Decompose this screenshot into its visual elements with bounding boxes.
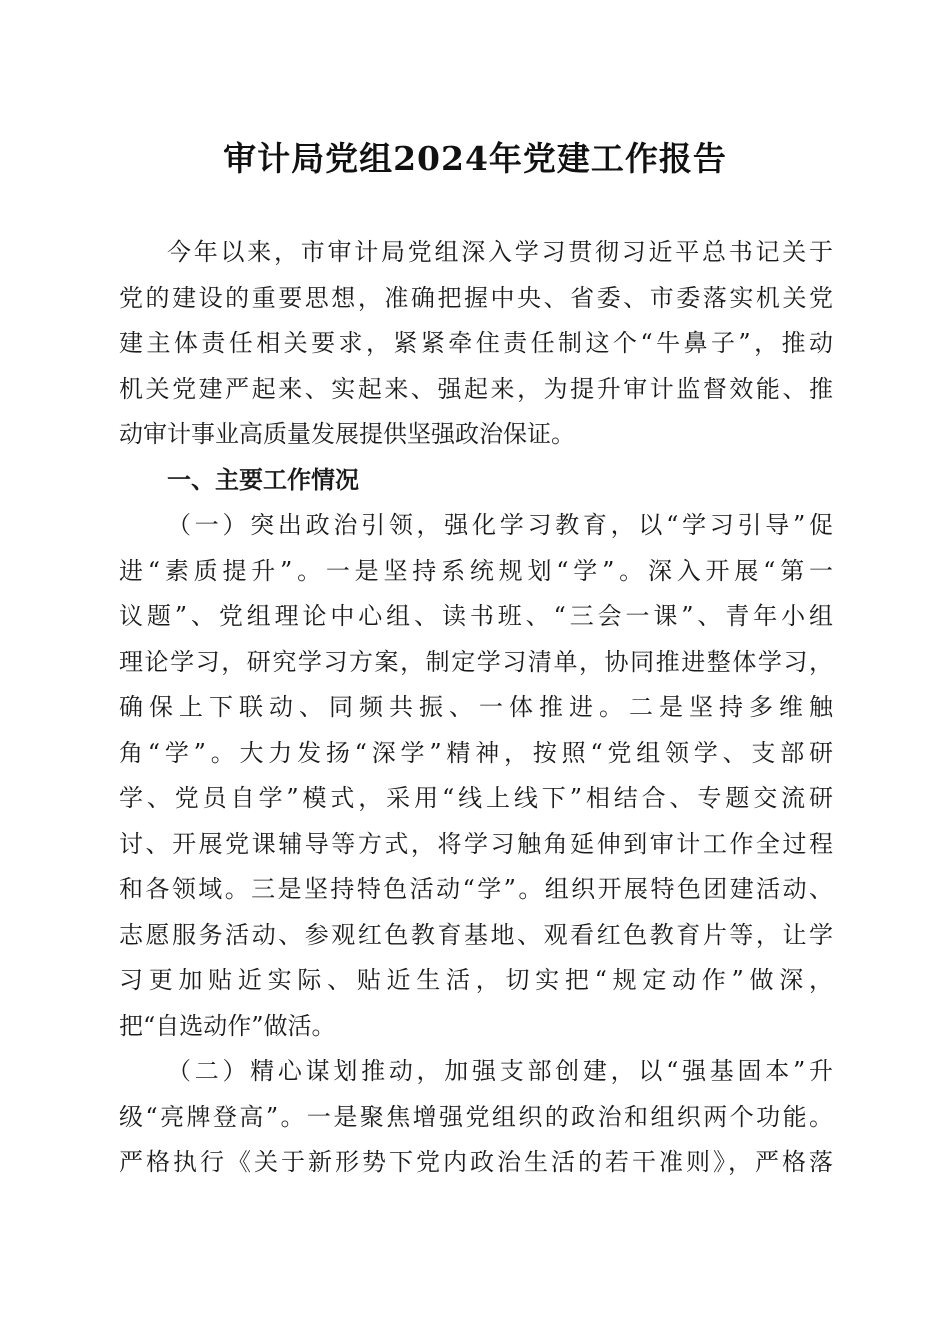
text-line: （二）精心谋划推动，加强支部创建，以“强基固本”升 (167, 1057, 833, 1085)
text-line: 建主体责任相关要求，紧紧牵住责任制这个“牛鼻子”，推动 (119, 329, 833, 357)
text-line: 级“亮牌登高”。一是聚焦增强党组织的政治和组织两个功能。 (119, 1102, 833, 1131)
document-title: 审计局党组2024年党建工作报告 (223, 139, 727, 178)
text-line: 志愿服务活动、参观红色教育基地、观看红色教育片等，让学 (119, 920, 833, 949)
text-line: 议题”、党组理论中心组、读书班、“三会一课”、青年小组 (119, 602, 833, 630)
paragraph-2 (119, 1049, 833, 1186)
text-line: 党的建设的重要思想，准确把握中央、省委、市委落实机关党 (119, 283, 833, 312)
text-line: 动审计事业高质量发展提供坚强政治保证。 (119, 420, 575, 448)
text-line: 确保上下联动、同频共振、一体推进。二是坚持多维触 (119, 693, 833, 721)
section-1-heading: 一、主要工作情况 (167, 465, 359, 494)
text-line: 角“学”。大力发扬“深学”精神，按照“党组领学、支部研 (119, 738, 833, 767)
text-line: 学、党员自学”模式，采用“线上线下”相结合、专题交流研 (119, 784, 833, 812)
section-heading (119, 458, 833, 504)
text-line: 今年以来，市审计局党组深入学习贯彻习近平总书记关于 (167, 238, 833, 266)
paragraph-1 (119, 503, 833, 1049)
text-line: 讨、开展党课辅导等方式，将学习触角延伸到审计工作全过程 (119, 829, 833, 858)
text-line: 把“自选动作”做活。 (119, 1011, 336, 1040)
text-line: 和各领域。三是坚持特色活动“学”。组织开展特色团建活动、 (119, 875, 833, 903)
text-line: 习更加贴近实际、贴近生活，切实把“规定动作”做深， (119, 966, 833, 994)
text-line: 机关党建严起来、实起来、强起来，为提升审计监督效能、推 (119, 374, 833, 403)
intro-paragraph (119, 230, 833, 458)
text-line: 进“素质提升”。一是坚持系统规划“学”。深入开展“第一 (119, 556, 833, 585)
text-line: 理论学习，研究学习方案，制定学习清单，协同推进整体学习， (119, 647, 833, 676)
text-line: 严格执行《关于新形势下党内政治生活的若干准则》，严格落 (119, 1148, 833, 1176)
document-body (119, 230, 833, 1186)
text-line: （一）突出政治引领，强化学习教育，以“学习引导”促 (167, 511, 833, 539)
